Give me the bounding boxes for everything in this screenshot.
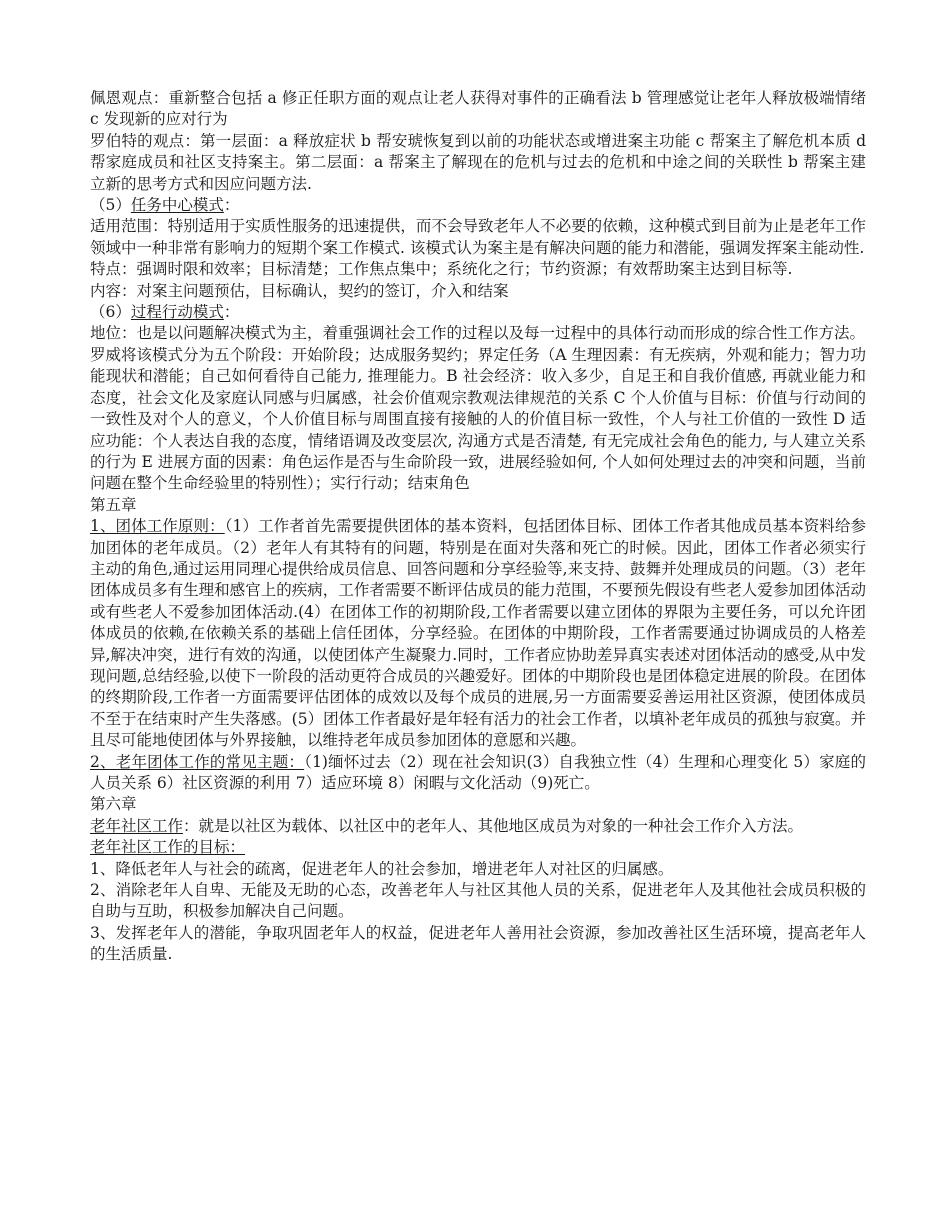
paragraph-features: 特点：强调时限和效率；目标清楚；工作焦点集中；系统化之行；节约资源；有效帮助案主达到目标等. bbox=[90, 260, 793, 279]
heading-underlined-title: 任务中心模式 bbox=[130, 196, 224, 215]
paragraph-five-stages: 罗威将该模式分为五个阶段：开始阶段；达成服务契约；界定任务（A 生理因素：有无疾病，外观和能力；智力功能现状和潜能；自己如何看待自己能力, 推理能力。B 社会经济：收入多少，自足王和自我价值感, 再就业能力和态度，社会文化及家庭认同感与归属感，社会价值观宗教观法律规范的关系 C 个人价值与目标：价值与行动间的一致性及对个人的意义，个人价值目标与周围直接有接触的人的价值目标一致性，个人与社工价值的一致性 D 适应功能：个人表达自我的态度，情绪语调及改变层次, 沟通方式是否清楚, 有无完成社会角色的能力, 与人建立关系的行为 E 进展方面的因素：角色运作是否与生命阶段一致，进展经验如何, 个人如何处理过去的冲突和问题，当前问题在整个生命经验里的特别性）；实行行动；结束角色 bbox=[90, 345, 866, 493]
lead-underlined: 老年社区工作的目标： bbox=[90, 838, 246, 857]
heading-task-centered-model bbox=[90, 195, 866, 216]
paragraph-content: 内容：对案主问题预估，目标确认，契约的签订，介入和结案 bbox=[90, 281, 509, 300]
heading-suffix: ： bbox=[223, 303, 240, 322]
document-body bbox=[90, 88, 866, 966]
paragraph-pain-view: 佩恩观点：重新整合包括 a 修正任职方面的观点让老人获得对事件的正确看法 b 管理感觉让老年人释放极端情绪 c 发现新的应对行为 bbox=[90, 89, 866, 129]
heading-community-work-goals bbox=[90, 837, 866, 858]
paragraph-robert-view: 罗伯特的观点：第一层面：a 释放症状 b 帮安琥恢复到以前的功能状态或增进案主功能 c 帮案主了解危机本质 d 帮家庭成员和社区支持案主。第二层面：a 帮案主了解现在的危机与过去的危机和中途之间的关联性 b 帮案主建立新的思考方式和因应问题方法. bbox=[90, 131, 866, 193]
heading-process-action-model bbox=[90, 302, 866, 323]
goal-item-2: 2、消除老年人自卑、无能及无助的心态，改善老年人与社区其他人员的关系，促进老年人及其他社会成员积极的自助与互助，积极参加解决自己问题。 bbox=[90, 881, 866, 921]
chapter-five-heading: 第五章 bbox=[90, 495, 137, 514]
paragraph-group-themes bbox=[90, 752, 866, 795]
heading-prefix: （6） bbox=[90, 303, 131, 322]
paragraph-position: 地位：也是以问题解决模式为主，着重强调社会工作的过程以及每一过程中的具体行动而形成的综合性工作方法。 bbox=[90, 324, 866, 343]
paragraph-group-work-principles bbox=[90, 516, 866, 751]
lead-text: （1）工作者首先需要提供团体的基本资料，包括团体目标、团体工作者其他成员基本资料给参加团体的老年成员。（2）老年人有其特有的问题，特别是在面对失落和死亡的时候。因此，团体工作者必须实行主动的角色,通过运用同理心提供给成员信息、回答问题和分享经验等,来支持、鼓舞并处理成员的问题。（3）老年团体成员多有生理和感官上的疾病，工作者需要不断评估成员的能力范围，不要预先假设有些老人爱参加团体活动或有些老人不爱参加团体活动.(4）在团体工作的初期阶段,工作者需要以建立团体的界限为主要任务，可以允许团体成员的依赖,在依赖关系的基础上信任团体，分享经验。在团体的中期阶段，工作者需要通过协调成员的人格差异,解决冲突，进行有效的沟通，以使团体产生凝聚力.同时，工作者应协助差异真实表述对团体活动的感受,从中发现问题,总结经验,以使下一阶段的活动更符合成员的兴趣爱好。团体的中期阶段也是团体稳定进展的阶段。在团体的终期阶段,工作者一方面需要评估团体的成效以及每个成员的进展,另一方面需要妥善运用社区资源，使团体成员不至于在结束时产生失落感。(5）团体工作者最好是年轻有活力的社会工作者，以填补老年成员的孤独与寂寞。并且尽可能地使团体与外界接触，以维持老年成员参加团体的意愿和兴趣。 bbox=[90, 517, 866, 750]
lead-text: （1)缅怀过去（2）现在社会知识(3）自我独立性（4）生理和心理变化 5）家庭的人员关系 6）社区资源的利用 7）适应环境 8）闲暇与文化活动（9)死亡。 bbox=[90, 752, 866, 792]
lead-underlined: 1、团体工作原则： bbox=[90, 517, 225, 536]
goal-item-1: 1、降低老年人与社会的疏离，促进老年人的社会参加，增进老年人对社区的归属感。 bbox=[90, 859, 674, 878]
heading-underlined-title: 过程行动模式 bbox=[130, 303, 224, 322]
heading-suffix: ： bbox=[223, 196, 240, 215]
lead-underlined: 2、老年团体工作的常见主题： bbox=[90, 752, 305, 771]
lead-underlined: 老年社区工作 bbox=[90, 816, 184, 835]
lead-text: ：就是以社区为载体、以社区中的老年人、其他地区成员为对象的一种社会工作介入方法。 bbox=[183, 816, 804, 835]
paragraph-scope: 适用范围：特别适用于实质性服务的迅速提供，而不会导致老年人不必要的依赖，这种模式到目前为止是老年工作领域中一种非常有影响力的短期个案工作模式. 该模式认为案主是有解决问题的能力和潜能，强调发挥案主能动性. bbox=[90, 217, 866, 257]
chapter-six-heading: 第六章 bbox=[90, 795, 137, 814]
heading-prefix: （5） bbox=[90, 196, 131, 215]
paragraph-community-work-definition bbox=[90, 816, 866, 837]
goal-item-3: 3、发挥老年人的潜能，争取巩固老年人的权益，促进老年人善用社会资源，参加改善社区生活环境，提高老年人的生活质量. bbox=[90, 923, 866, 964]
